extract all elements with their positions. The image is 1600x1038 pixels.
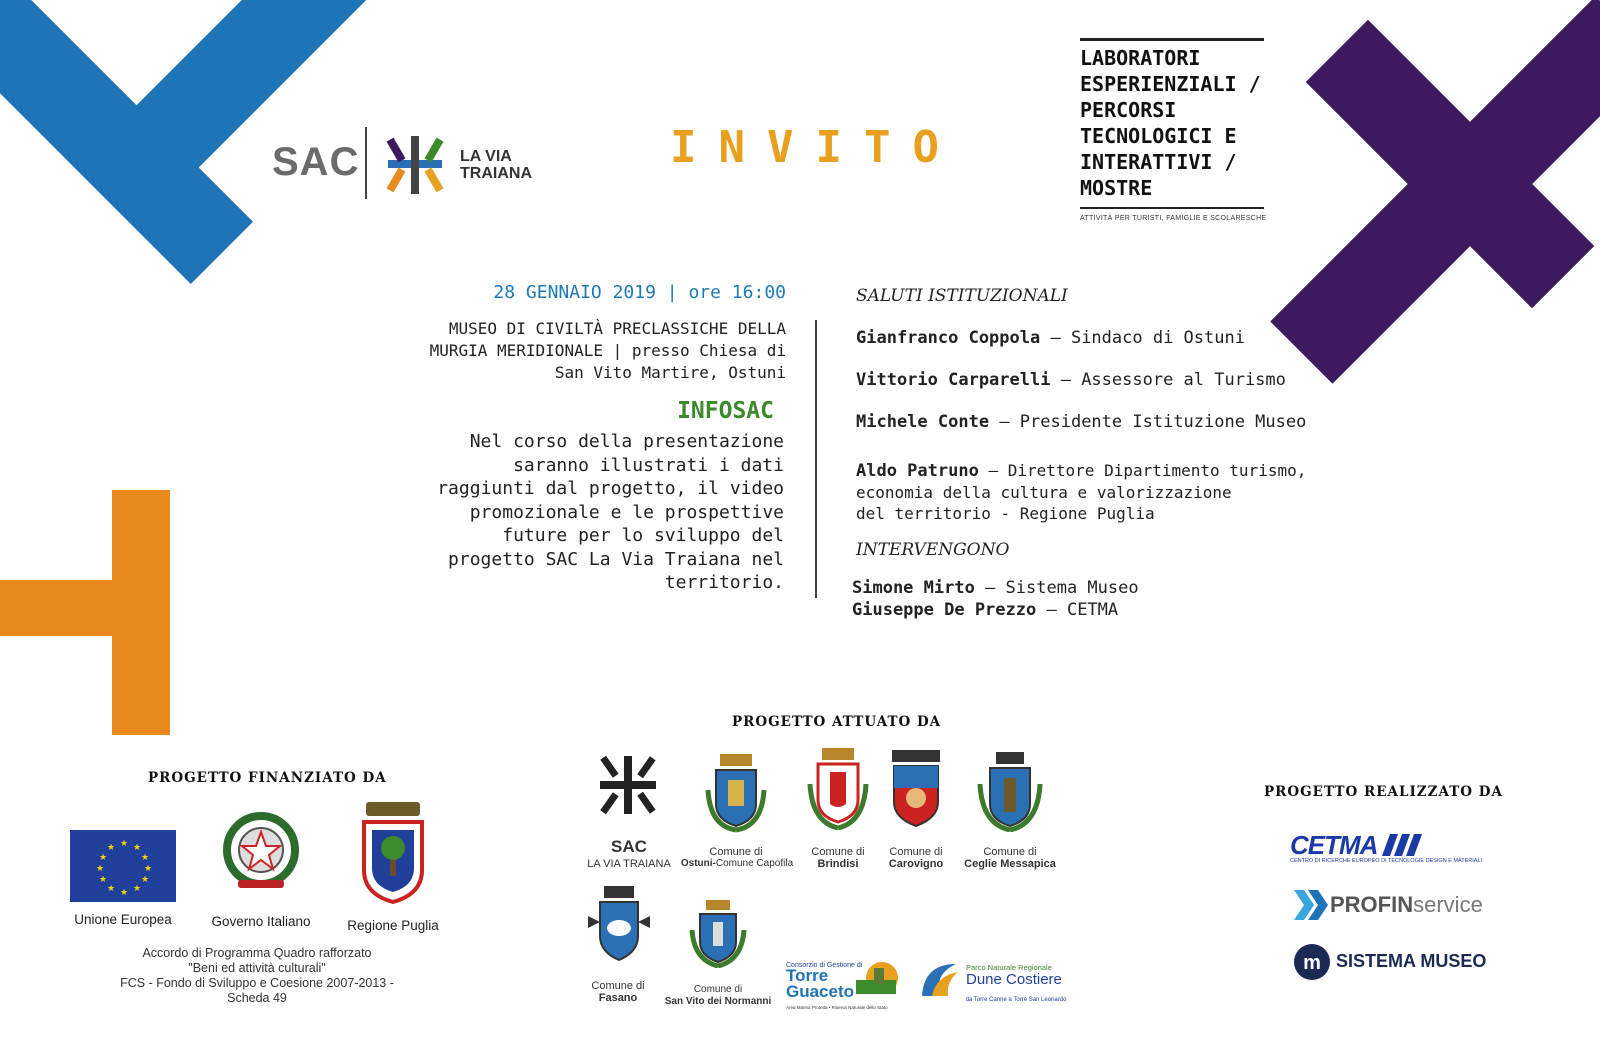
svg-text:★: ★ <box>144 864 153 874</box>
laboratori-subtitle: ATTIVITÀ PER TURISTI, FAMIGLIE E SCOLARESCHE <box>1080 215 1267 222</box>
svg-text:m: m <box>1303 952 1321 974</box>
laboratori-title: LABORATORI ESPERIENZIALI / PERCORSI TECNOLOGICI E INTERATTIVI / MOSTRE <box>1080 46 1261 200</box>
attuato-label-line1: Comune di <box>811 846 865 858</box>
attuato-label-line1: Comune di <box>693 984 743 995</box>
attuato-label-line1: SAC <box>611 837 647 856</box>
event-venue: MUSEO DI CIVILTÀ PRECLASSICHE DELLA MURGIA MERIDIONALE | presso Chiesa di San Vito Martire, Ostuni <box>429 319 786 382</box>
comune-crest-icon <box>806 744 870 832</box>
infosac-heading: INFOSAC <box>677 398 774 424</box>
dune-costiere-line3: da Torre Canne a Torre San Leonardo <box>965 997 1067 1003</box>
cetma-logo: CETMA <box>1290 830 1378 860</box>
speaker-role: – Presidente Istituzione Museo <box>999 412 1307 432</box>
invito-title: INVITO <box>670 122 961 173</box>
torre-guaceto-line3: Area Marina Protetta • Riserva Naturale dello Stato <box>786 1005 888 1010</box>
attuato-label-line2 <box>672 858 802 870</box>
regione-puglia-crest-icon <box>360 798 426 904</box>
svg-text:★: ★ <box>96 864 105 874</box>
attuato-label-line2: Brindisi <box>817 858 859 870</box>
comune-crest-icon <box>704 750 768 834</box>
svg-text:★: ★ <box>120 839 129 849</box>
svg-text:★: ★ <box>99 875 108 885</box>
comune-crest-icon <box>688 898 748 968</box>
speaker-name: Gianfranco Coppola <box>856 328 1041 348</box>
column-divider <box>815 320 817 598</box>
cetma-stripes-icon <box>1378 834 1428 856</box>
funder-label: Governo Italiano <box>211 914 311 929</box>
speaker-role: – Assessore al Turismo <box>1060 370 1286 390</box>
cetma-subtitle: CENTRO DI RICERCHE EUROPEO DI TECNOLOGIE DESIGN E MATERIALI <box>1290 858 1483 864</box>
speaker-name: Simone Mirto <box>852 578 975 598</box>
speaker-role: – Sindaco di Ostuni <box>1050 328 1245 348</box>
sac-logo: SAC <box>272 140 360 184</box>
comune-crest-icon <box>974 748 1046 832</box>
attuato-label-line2: Carovigno <box>888 858 944 870</box>
comune-crest-icon <box>586 882 652 966</box>
attuato-label-line1: Comune di <box>889 846 943 858</box>
saluti-heading: SALUTI ISTITUZIONALI <box>856 286 1068 306</box>
speaker-name: Giuseppe De Prezzo <box>852 600 1037 620</box>
intervengono-heading: INTERVENGONO <box>856 540 1010 560</box>
italian-emblem-icon <box>220 810 302 896</box>
dune-costiere-name: Dune Costiere <box>966 971 1062 988</box>
event-date-time: 28 GENNAIO 2019 | ore 16:00 <box>493 282 786 303</box>
svg-text:★: ★ <box>141 875 150 885</box>
event-description: Nel corso della presentazione saranno illustrati i dati raggiunti dal progetto, il video promozionale e le prospettive future per lo sviluppo del progetto SAC La Via Traiana nel territorio. <box>437 431 784 593</box>
speaker-name: Vittorio Carparelli <box>856 370 1051 390</box>
svg-text:★: ★ <box>107 843 116 853</box>
attuato-label-line2: San Vito dei Normanni <box>664 996 772 1007</box>
attuato-label-line2: Ceglie Messapica <box>964 858 1056 870</box>
profin-chevrons-icon <box>1294 890 1328 920</box>
dune-costiere-line1: Parco Naturale Regionale <box>966 963 1052 972</box>
sistema-museo-logo: SISTEMA MUSEO <box>1336 951 1487 971</box>
speaker-row <box>856 370 1286 390</box>
speaker-role: – Direttore Dipartimento turismo, economia della cultura e valorizzazione del territorio - Regione Puglia <box>856 461 1307 523</box>
speaker-row <box>856 460 1416 524</box>
finanziato-heading: PROGETTO FINANZIATO DA <box>148 770 387 786</box>
torre-guaceto-name: Torre Guaceto <box>786 966 855 1001</box>
svg-text:★: ★ <box>133 884 142 894</box>
speaker-name: Aldo Patruno <box>856 461 979 481</box>
speaker-role: – Sistema Museo <box>985 578 1139 598</box>
attuato-label-line2: Fasano <box>598 992 638 1004</box>
sac-via-traiana-mark-icon <box>596 752 660 818</box>
svg-text:★: ★ <box>120 888 129 898</box>
attuato-label-line1: Comune di <box>591 980 645 992</box>
attuato-label-line1: Comune di <box>983 846 1037 858</box>
torre-guaceto-logo-icon <box>852 960 900 1000</box>
realizzato-heading: PROGETTO REALIZZATO DA <box>1264 784 1503 800</box>
accordo-text: Accordo di Programma Quadro rafforzato "Beni ed attività culturali" FCS - Fondo di Sviluppo e Coesione 2007-2013 - Scheda 49 <box>120 946 394 1005</box>
profin-logo-part1: PROFIN <box>1330 892 1414 917</box>
la-via-traiana-logo-icon <box>380 130 450 200</box>
speaker-row <box>852 600 1118 620</box>
attuato-note: Comune Capofila <box>715 858 794 869</box>
attuato-label-line1: Comune di <box>709 846 763 858</box>
funder-label: Regione Puglia <box>347 918 439 933</box>
profin-logo-part2: service <box>1413 892 1483 917</box>
funder-label: Unione Europea <box>74 912 172 927</box>
speaker-row <box>852 578 1139 598</box>
speaker-row <box>856 412 1306 432</box>
svg-text:★: ★ <box>141 853 150 863</box>
comune-crest-icon <box>886 746 946 830</box>
speaker-role: – CETMA <box>1046 600 1119 620</box>
attuato-heading: PROGETTO ATTUATO DA <box>732 714 942 730</box>
svg-text:★: ★ <box>133 843 142 853</box>
sistema-museo-logo-icon <box>1294 944 1330 980</box>
attuato-label-line2: LA VIA TRAIANA <box>587 858 671 870</box>
header-divider <box>365 127 367 199</box>
eu-flag-icon <box>70 830 176 902</box>
la-via-traiana-logo-text: LA VIA TRAIANA <box>460 148 532 182</box>
laboratori-box <box>1080 38 1264 209</box>
svg-text:★: ★ <box>107 884 116 894</box>
speaker-row <box>856 328 1245 348</box>
attuato-city: Ostuni- <box>680 858 716 869</box>
profin-service-logo <box>1330 892 1483 918</box>
svg-text:★: ★ <box>99 853 108 863</box>
orange-cross-decoration-bar <box>0 580 170 636</box>
speaker-name: Michele Conte <box>856 412 990 432</box>
torre-guaceto-line1: Consorzio di Gestione di <box>786 962 863 969</box>
